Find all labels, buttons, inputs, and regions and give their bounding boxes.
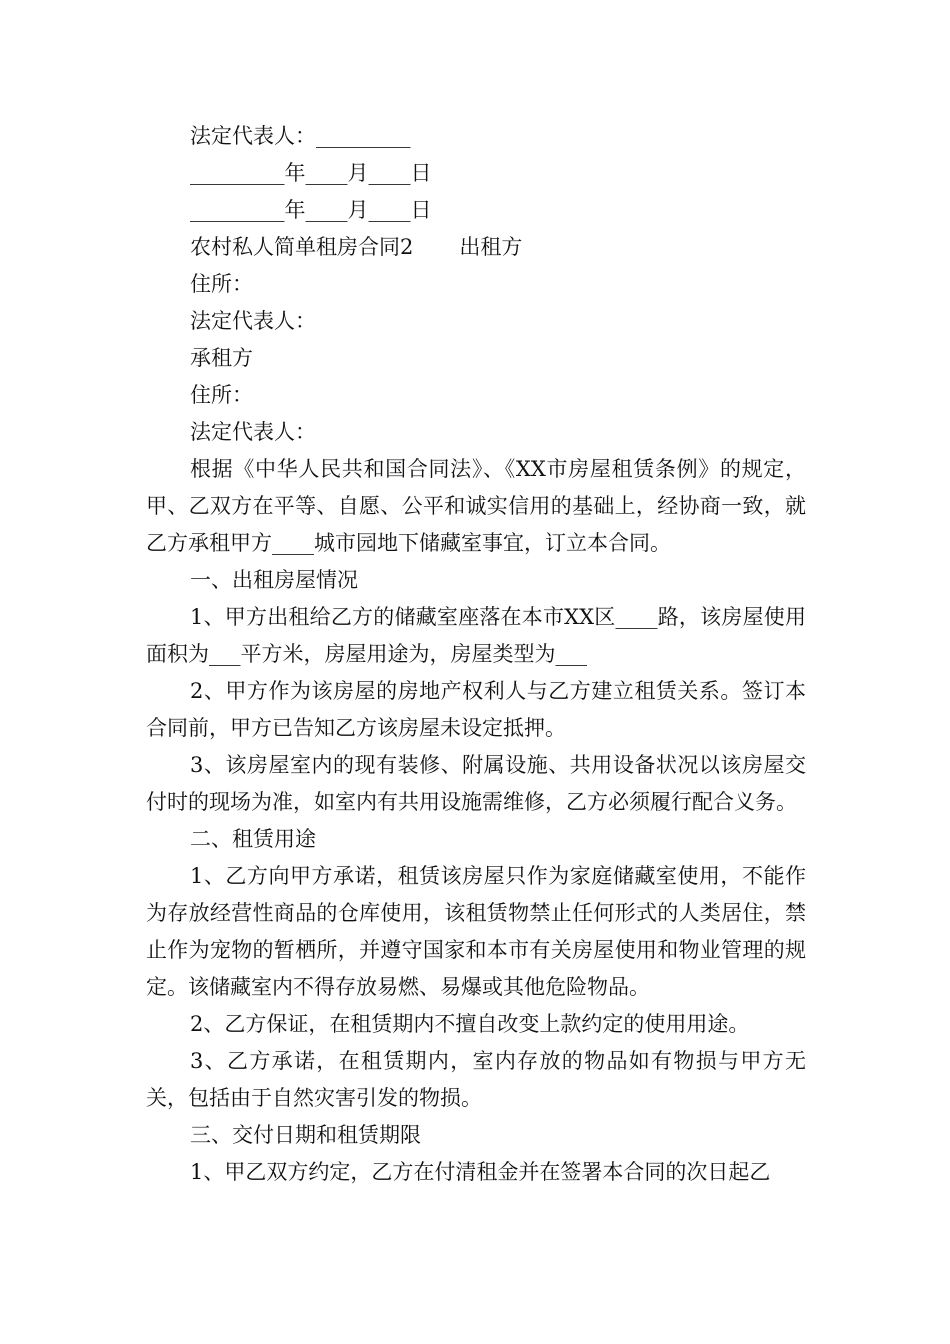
clause-paragraph: 2、乙方保证，在租赁期内不擅自改变上款约定的使用用途。	[190, 1012, 750, 1036]
section-title: 二、租赁用途	[190, 827, 316, 851]
clause-paragraph: 1、甲乙双方约定，乙方在付清租金并在签署本合同的次日起乙	[190, 1160, 771, 1184]
lessee-label: 承租方	[190, 346, 253, 370]
date-line: _________年____月____日	[190, 198, 432, 222]
lessee-representative: 法定代表人：	[190, 420, 316, 444]
clause-paragraph: 2、甲方作为该房屋的房地产权利人与乙方建立租赁关系。签订本合同前，甲方已告知乙方该房屋未设定抵押。	[146, 679, 806, 740]
lessor-label: 出租方	[459, 235, 523, 259]
lessor-address: 住所：	[190, 272, 253, 296]
clause-paragraph: 3、该房屋室内的现有装修、附属设施、共用设备状况以该房屋交付时的现场为准，如室内有共用设施需维修，乙方必须履行配合义务。	[146, 753, 806, 814]
contract-title-line	[146, 229, 806, 266]
date-line: _________年____月____日	[190, 161, 432, 185]
document-content	[146, 118, 806, 1191]
section-title: 三、交付日期和租赁期限	[190, 1123, 421, 1147]
clause-paragraph: 1、甲方出租给乙方的储藏室座落在本市XX区____路，该房屋使用面积为___平方米，房屋用途为，房屋类型为___	[146, 605, 806, 666]
lessor-representative: 法定代表人：	[190, 309, 316, 333]
rep-signature-line: 法定代表人：_________	[190, 124, 411, 148]
clause-paragraph: 3、乙方承诺，在租赁期内，室内存放的物品如有物损与甲方无关，包括由于自然灾害引发的物损。	[146, 1049, 806, 1110]
intro-paragraph: 根据《中华人民共和国合同法》、《XX市房屋租赁条例》的规定，甲、乙双方在平等、自愿、公平和诚实信用的基础上，经协商一致，就乙方承租甲方____城市园地下储藏室事宜，订立本合同。	[146, 457, 806, 555]
clause-paragraph: 1、乙方向甲方承诺，租赁该房屋只作为家庭储藏室使用，不能作为存放经营性商品的仓库使用，该租赁物禁止任何形式的人类居住，禁止作为宠物的暂栖所，并遵守国家和本市有关房屋使用和物业管理的规定。该储藏室内不得存放易燃、易爆或其他危险物品。	[146, 864, 806, 999]
section-title: 一、出租房屋情况	[190, 568, 358, 592]
lessee-address: 住所：	[190, 383, 253, 407]
contract-title: 农村私人简单租房合同2	[190, 235, 414, 259]
